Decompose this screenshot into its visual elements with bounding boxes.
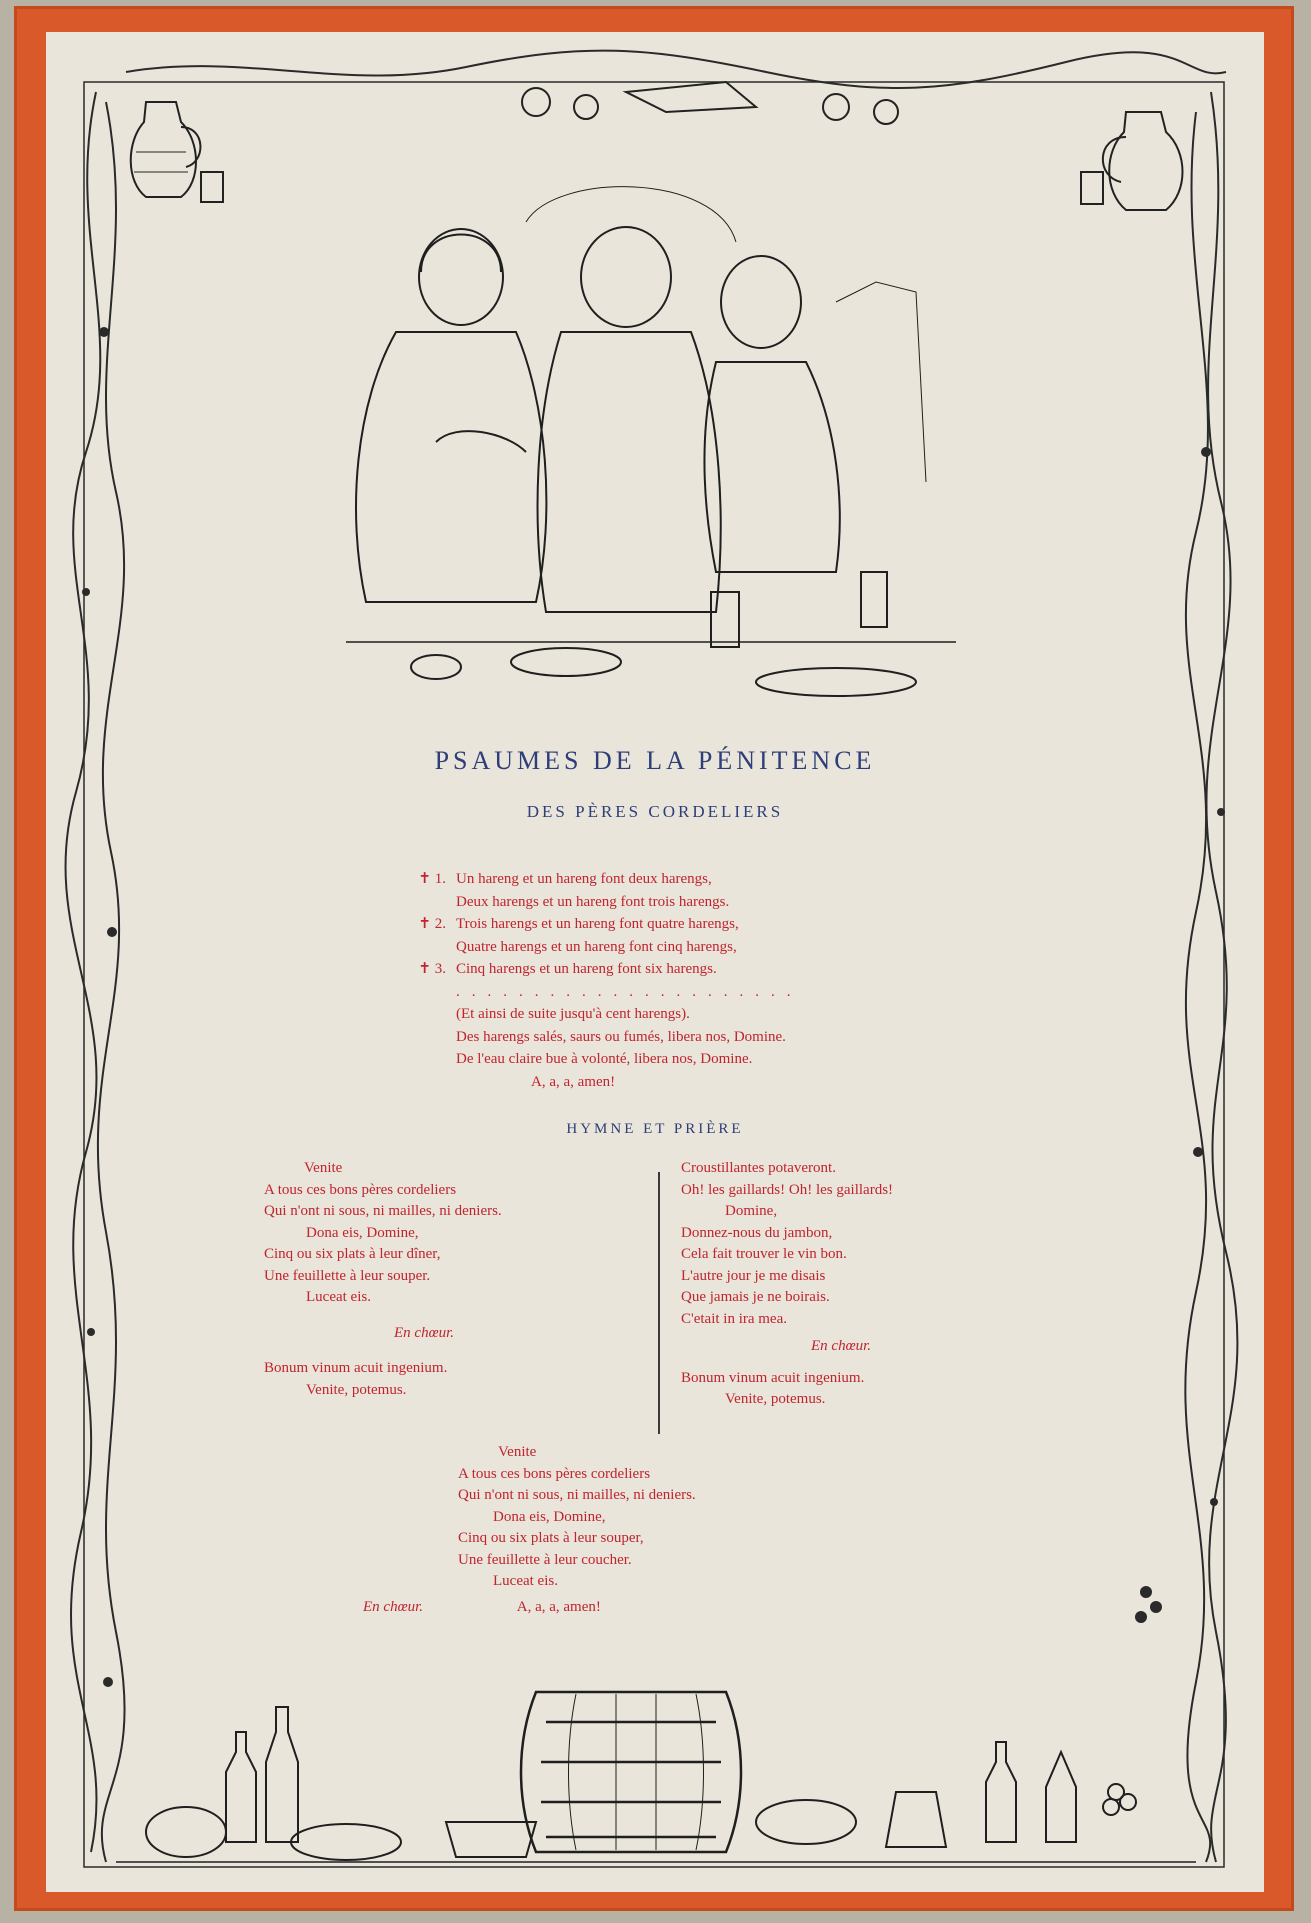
- psalm-dots: [406, 981, 803, 1004]
- hymn-line: Croustillantes potaveront.: [681, 1160, 836, 1176]
- hymn-line: Dona eis, Domine,: [306, 1224, 419, 1241]
- chorus-line: Venite, potemus.: [725, 1391, 826, 1407]
- chorus-label: En chœur.: [363, 1599, 423, 1615]
- hymn-line: Cela fait trouver le vin bon.: [681, 1246, 847, 1262]
- chorus-line: Bonum vinum acuit ingenium.: [681, 1369, 865, 1386]
- dot-leader: ......................: [456, 983, 803, 1000]
- psalm-line: [406, 913, 803, 936]
- barrel-icon: [521, 1692, 741, 1852]
- psalm-line: [406, 936, 803, 959]
- verse-text: Des harengs salés, saurs ou fumés, libera nos, Domine.: [456, 1028, 786, 1045]
- verse-mark: ✝ 1.: [418, 871, 446, 887]
- psalm-block: [406, 868, 803, 1093]
- finale-line: Qui n'ont ni sous, ni mailles, ni deniers.: [458, 1487, 696, 1503]
- hymn-right-column: [681, 1158, 893, 1411]
- amen-text: A, a, a, amen!: [516, 1599, 601, 1615]
- hymn-line: Cinq ou six plats à leur dîner,: [264, 1246, 441, 1262]
- verse-text: Cinq harengs et un hareng font six harengs.: [456, 961, 717, 977]
- psalm-line: [406, 868, 803, 891]
- verse-mark: ✝ 2.: [418, 916, 446, 932]
- finale-line: Cinq ou six plats à leur souper,: [458, 1530, 644, 1546]
- jug-icon: [106, 82, 236, 212]
- hymn-line: Oh! les gaillards! Oh! les gaillards!: [681, 1181, 894, 1198]
- hymn-line: L'autre jour je me disais: [681, 1267, 826, 1284]
- hymn-line: Domine,: [725, 1203, 778, 1219]
- paper-sheet: [46, 32, 1264, 1892]
- finale-line: Venite: [498, 1444, 537, 1460]
- chorus-line: Venite, potemus.: [306, 1381, 407, 1398]
- hymn-line: Qui n'ont ni sous, ni mailles, ni deniers.: [264, 1203, 502, 1219]
- bottles-icon: [146, 1707, 536, 1860]
- psalm-line: [406, 1003, 803, 1026]
- monks-illustration: [316, 182, 996, 702]
- hymn-line: Une feuillette à leur souper.: [264, 1267, 431, 1284]
- verse-text: Quatre harengs et un hareng font cinq harengs,: [456, 938, 737, 955]
- finale-block: [458, 1442, 696, 1593]
- hymn-heading: HYMNE ET PRIÈRE: [566, 1121, 744, 1137]
- hymn-line: Luceat eis.: [306, 1289, 371, 1305]
- finale-line: Dona eis, Domine,: [493, 1508, 606, 1525]
- chorus-label: En chœur.: [811, 1338, 871, 1354]
- psalm-amen: [406, 1071, 803, 1094]
- jug-icon: [1076, 92, 1206, 222]
- finale-line: A tous ces bons pères cordeliers: [458, 1465, 651, 1482]
- page-subtitle: DES PÈRES CORDELIERS: [526, 802, 784, 821]
- chorus-label: En chœur.: [394, 1324, 454, 1341]
- still-life-illustration: [116, 1672, 1196, 1872]
- verse-text: (Et ainsi de suite jusqu'à cent harengs).: [456, 1006, 690, 1022]
- verse-mark: ✝ 3.: [418, 961, 446, 977]
- psalm-line: [406, 1048, 803, 1071]
- page-title: PSAUMES DE LA PÉNITENCE: [434, 746, 876, 775]
- verse-text: Un hareng et un hareng font deux harengs,: [456, 871, 712, 887]
- hymn-line: Que jamais je ne boirais.: [681, 1289, 830, 1305]
- verse-text: Deux harengs et un hareng font trois harengs.: [456, 893, 730, 910]
- hymn-line: Donnez-nous du jambon,: [681, 1224, 833, 1241]
- psalm-line: [406, 958, 803, 981]
- garland-icon: [426, 62, 946, 132]
- verse-text: Trois harengs et un hareng font quatre harengs,: [456, 916, 739, 932]
- psalm-line: [406, 891, 803, 914]
- finale-line: Une feuillette à leur coucher.: [458, 1551, 632, 1568]
- column-divider: [658, 1172, 660, 1434]
- hymn-line: C'etait in ira mea.: [681, 1310, 787, 1327]
- hymn-line: Venite: [304, 1160, 343, 1176]
- menu-card: [14, 6, 1294, 1911]
- hymn-left-column: [264, 1158, 502, 1401]
- finale-line: Luceat eis.: [493, 1573, 558, 1589]
- amen-text: A, a, a, amen!: [531, 1073, 616, 1090]
- chorus-line: Bonum vinum acuit ingenium.: [264, 1360, 448, 1376]
- hymn-line: A tous ces bons pères cordeliers: [264, 1181, 457, 1198]
- verse-text: De l'eau claire bue à volonté, libera nos, Domine.: [456, 1051, 753, 1067]
- finale-chorus-row: [363, 1597, 601, 1619]
- psalm-line: [406, 1026, 803, 1049]
